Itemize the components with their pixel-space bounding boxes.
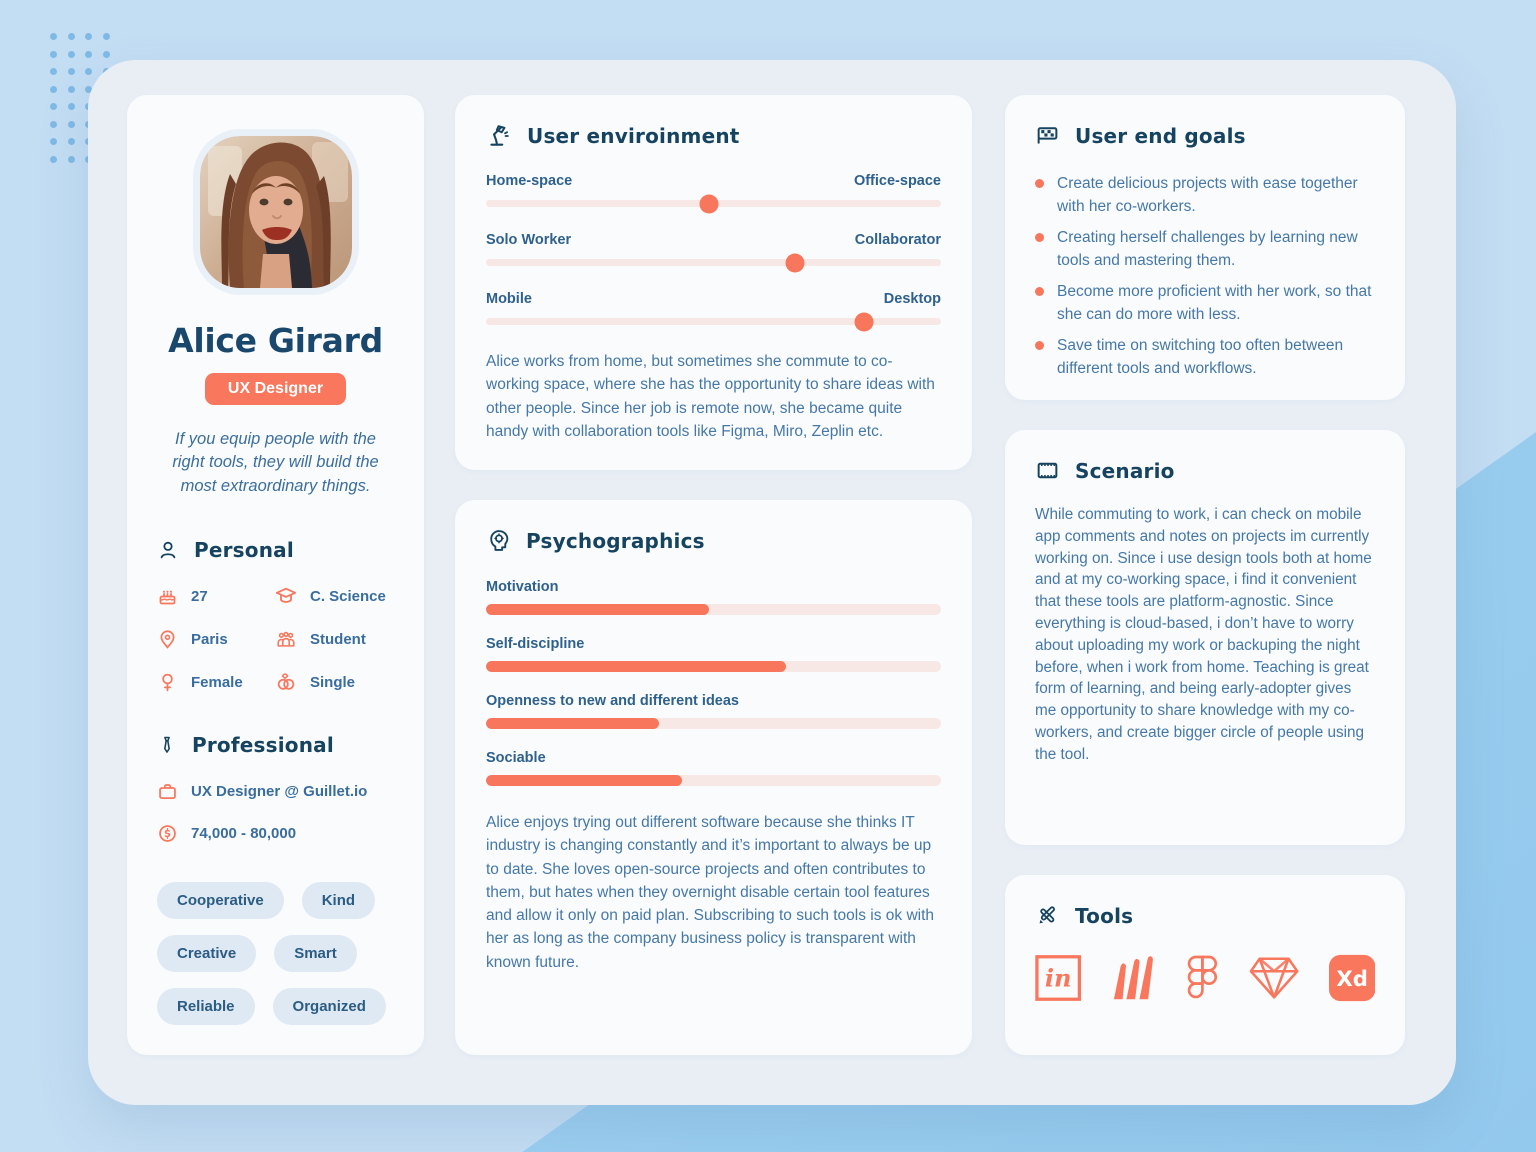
bullet-dot-icon bbox=[1035, 179, 1044, 188]
slider-left-label: Solo Worker bbox=[486, 232, 572, 248]
personal-item-location: Paris bbox=[157, 628, 275, 650]
goal-item: Creating herself challenges by learning new tools and mastering them. bbox=[1035, 226, 1375, 272]
user-environment-card bbox=[455, 95, 972, 470]
avatar-photo bbox=[200, 136, 352, 288]
goals-list bbox=[1035, 172, 1375, 380]
profile-card bbox=[127, 95, 424, 1055]
bar-fill bbox=[486, 604, 709, 615]
desk-lamp-icon bbox=[486, 123, 512, 149]
bar-motivation: Motivation bbox=[486, 579, 941, 615]
tools-card bbox=[1005, 875, 1405, 1055]
avatar bbox=[193, 129, 359, 295]
slider-left-label: Mobile bbox=[486, 291, 532, 307]
location-pin-icon bbox=[157, 629, 178, 650]
crossed-tools-icon bbox=[1035, 903, 1060, 928]
psychographics-title: Psychographics bbox=[526, 528, 705, 553]
slider-home-office bbox=[486, 173, 941, 207]
slider-handle[interactable] bbox=[854, 312, 873, 331]
sketch-logo-icon bbox=[1249, 955, 1299, 1001]
slider-left-label: Home-space bbox=[486, 173, 573, 189]
figma-logo-icon bbox=[1186, 954, 1219, 1002]
trait-tags bbox=[157, 882, 394, 1025]
trait-pill: Cooperative bbox=[157, 882, 284, 919]
graduation-cap-icon bbox=[275, 585, 297, 607]
svg-text:S: S bbox=[164, 829, 171, 841]
briefcase-icon bbox=[157, 781, 178, 802]
persona-panel bbox=[88, 60, 1456, 1105]
dollar-coin-icon bbox=[157, 823, 178, 844]
psychographics-card bbox=[455, 500, 972, 1055]
role-badge: UX Designer bbox=[205, 373, 346, 405]
slider-track[interactable] bbox=[486, 200, 941, 207]
students-icon bbox=[275, 628, 297, 650]
bar-track bbox=[486, 661, 941, 672]
trait-pill: Reliable bbox=[157, 988, 255, 1025]
trait-pill: Smart bbox=[274, 935, 357, 972]
bullet-dot-icon bbox=[1035, 287, 1044, 296]
rings-icon bbox=[275, 671, 297, 693]
film-strip-icon bbox=[1035, 458, 1060, 483]
slider-mobile-desktop bbox=[486, 291, 941, 325]
slider-right-label: Office-space bbox=[853, 173, 941, 189]
environment-sliders bbox=[486, 173, 941, 325]
bar-fill bbox=[486, 775, 682, 786]
trait-pill: Organized bbox=[273, 988, 386, 1025]
bullet-dot-icon bbox=[1035, 233, 1044, 242]
invision-logo-icon bbox=[1035, 954, 1081, 1002]
necktie-icon bbox=[157, 734, 177, 756]
psychographics-bars bbox=[486, 579, 941, 786]
slider-track[interactable] bbox=[486, 318, 941, 325]
goals-title: User end goals bbox=[1075, 123, 1246, 148]
female-icon bbox=[157, 672, 178, 693]
miro-logo-icon bbox=[1111, 954, 1155, 1002]
bar-track bbox=[486, 775, 941, 786]
slider-right-label: Desktop bbox=[883, 291, 941, 307]
bar-fill bbox=[486, 718, 659, 729]
personal-item-education: C. Science bbox=[275, 585, 394, 607]
checkered-flag-icon bbox=[1035, 123, 1060, 148]
svg-text:Xd: Xd bbox=[1336, 967, 1368, 993]
goal-item: Become more proficient with her work, so that she can do more with less. bbox=[1035, 280, 1375, 326]
personal-section-title: Personal bbox=[194, 538, 294, 563]
personal-info-grid bbox=[157, 585, 394, 693]
bar-fill bbox=[486, 661, 786, 672]
bar-track bbox=[486, 718, 941, 729]
scenario-paragraph: While commuting to work, i can check on mobile app comments and notes on projects im currently working on. Since i use design tools both at home and at my co-working space, i find it convenient that these tools are platform-agnostic. Since everything is cloud-based, i don’t have to worry about uploading my work or backuping the night before, when i work from home. Teaching is great form of learning, and being early-adopter gives me opportunity to share knowledge with my co-workers, and create bigger circle of people using the tool. bbox=[1035, 506, 1372, 763]
trait-pill: Kind bbox=[302, 882, 375, 919]
personal-item-age: 27 bbox=[157, 585, 275, 607]
psychographics-paragraph: Alice enjoys trying out different software because she thinks IT industry is changing constantly and it’s important to always be up to date. She loves open-source projects and often contributes to them, but hates when they overnight disable certain tool features and allow it only on paid plan. Subscribing to such tools is ok with her as long as the company business policy is transparent with known future. bbox=[486, 814, 935, 971]
slider-handle[interactable] bbox=[699, 194, 718, 213]
professional-section-title: Professional bbox=[192, 733, 334, 758]
user-end-goals-card bbox=[1005, 95, 1405, 400]
scenario-card bbox=[1005, 430, 1405, 845]
slider-right-label: Collaborator bbox=[854, 232, 941, 248]
slider-track[interactable] bbox=[486, 259, 941, 266]
bar-track bbox=[486, 604, 941, 615]
persona-name: Alice Girard bbox=[168, 321, 383, 360]
bar-self-discipline: Self-discipline bbox=[486, 636, 941, 672]
goal-item: Save time on switching too often between different tools and workflows. bbox=[1035, 334, 1375, 380]
environment-paragraph: Alice works from home, but sometimes she commute to co-working space, where she has the opportunity to share ideas with other people. Since her job is remote now, she became quite handy with collaboration tools like Figma, Miro, Zeplin etc. bbox=[486, 353, 935, 440]
bullet-dot-icon bbox=[1035, 341, 1044, 350]
environment-title: User enviroinment bbox=[527, 124, 740, 148]
psychology-head-icon bbox=[486, 528, 511, 553]
personal-item-status: Single bbox=[275, 671, 394, 693]
bar-openness: Openness to new and different ideas bbox=[486, 693, 941, 729]
bar-sociable: Sociable bbox=[486, 750, 941, 786]
slider-handle[interactable] bbox=[786, 253, 805, 272]
professional-item-salary: S 74,000 - 80,000 bbox=[157, 823, 394, 844]
cake-icon bbox=[157, 586, 178, 607]
tools-title: Tools bbox=[1075, 903, 1134, 928]
goal-item: Create delicious projects with ease together with her co-workers. bbox=[1035, 172, 1375, 218]
person-icon bbox=[157, 539, 179, 561]
adobe-xd-logo-icon bbox=[1329, 954, 1375, 1002]
personal-item-gender: Female bbox=[157, 671, 275, 693]
personal-item-occupation: Student bbox=[275, 628, 394, 650]
svg-text:in: in bbox=[1044, 963, 1072, 993]
tools-logos bbox=[1035, 954, 1375, 1002]
scenario-title: Scenario bbox=[1075, 458, 1175, 483]
trait-pill: Creative bbox=[157, 935, 256, 972]
persona-quote: If you equip people with the right tools, they will build the most extraordinary things. bbox=[172, 430, 379, 495]
slider-solo-collab bbox=[486, 232, 941, 266]
professional-item-job: UX Designer @ Guillet.io bbox=[157, 781, 394, 802]
